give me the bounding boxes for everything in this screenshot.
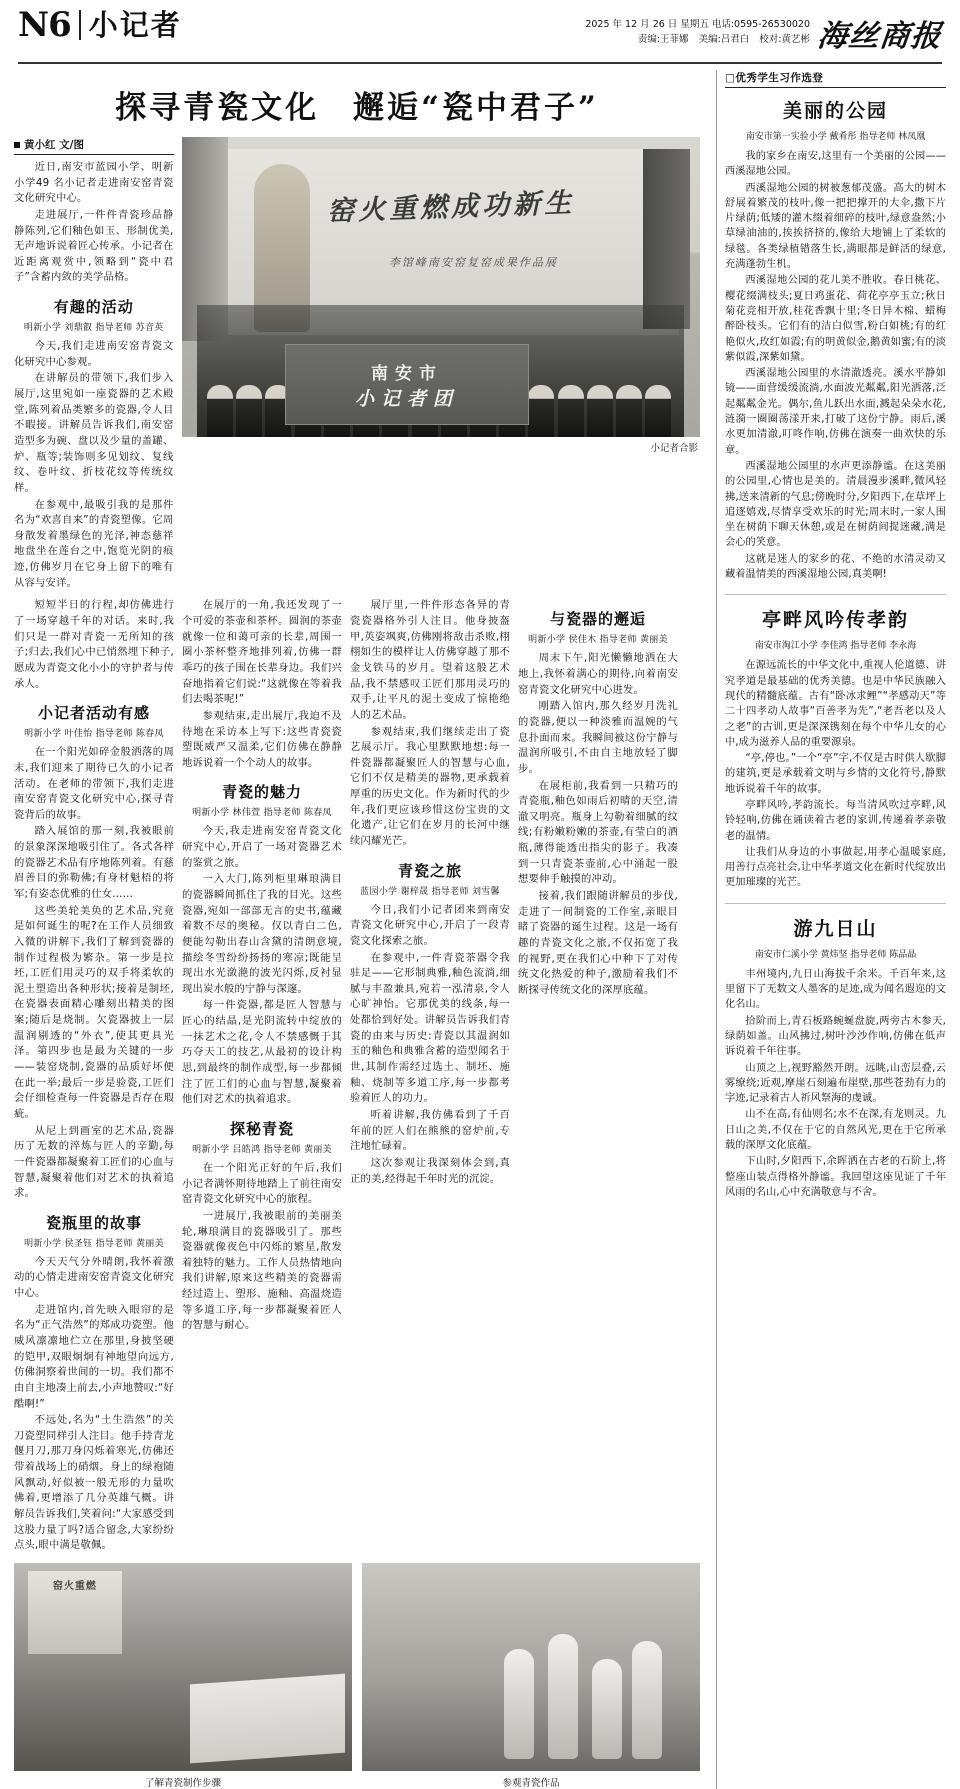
essay-paragraph: 丰州境内,九日山海拔千余米。千百年来,这里留下了无数文人墨客的足迹,成为闻名遐迩的文化名山。	[724, 968, 946, 1011]
article-grid	[14, 598, 700, 1555]
essay-paragraph: 让我们从身边的小事做起,用孝心温暖家庭,用善行点亮社会,让中华孝道文化在新时代绽放出更加璀璨的光芒。	[724, 846, 946, 889]
article-paragraph: 一入大门,陈列柜里琳琅满目的瓷器瞬间抓住了我的目光。这些瓷器,宛如一部部无言的史书,蕴藏着数不尽的奥秘。仅以青白二色,便能勾勒出春山含黛的清朗意境,描绘冬雪纷纷扬扬的寒凉;既能呈现出水光潋滟的波光闪烁,反衬显现出炭水般的宁静与深邃。	[182, 873, 342, 995]
article-paragraph: 参观结束,我们继续走出了瓷艺展示厅。我心里默默地想:每一件瓷器都凝聚匠人的智慧与心血,它们不仅是精美的器物,更承载着厚重的历史文化。作为新时代的少年,我们更应该珍惜这份宝贵的文化遗产,让它们在岁月的长河中继续闪耀光芒。	[350, 725, 510, 847]
article-paragraph: 这次参观让我深刻体会到,真正的美,经得起千年时光的沉淀。	[350, 1156, 510, 1185]
article-paragraph: 刚踏入馆内,那久经岁月洗礼的瓷器,便以一种淡雅而温婉的气息扑面而来。我瞬间被这份宁静与温润所吸引,不由自主地放轻了脚步。	[518, 700, 678, 775]
article-paragraph: 每一件瓷器,都是匠人智慧与匠心的结晶,是光阴流转中绽放的一抹艺术之花,令人不禁感慨于其巧夺天工的技艺,从最初的设计构思,到最终的制作成型,每一步都倾注了匠工们的心血与智慧,凝聚着他们对艺术的执着追求。	[182, 999, 342, 1106]
article-paragraph: 在参观中,最吸引我的是那件名为“欢喜自来”的青瓷塑像。它周身散发着墨绿色的光泽,神态慈祥地盘坐在莲台之中,饱览光阴的痕迹,仿佛岁月在它身上留下的唯有从容与安详。	[14, 498, 174, 589]
essay-paragraph: “亭,停也。”一个“亭”字,不仅是古时供人歇脚的建筑,更是承载着文明与乡情的文化符号,静默地诉说着千年的故事。	[724, 753, 946, 795]
essay-paragraph: 西溪湿地公园里的水声更添静谧。在这美丽的公园里,心情也是美的。清晨漫步溪畔,微风轻拂,送来清新的气息;傍晚时分,夕阳西下,在草坪上追逐嬉戏,尽情享受欢乐的时光;周末时,一家人围坐在树荫下聊天休憩,或是在树荫间捉迷藏,满是会心的笑意。	[724, 460, 946, 549]
page-body	[14, 70, 946, 1789]
exhibition-banner-sub: 李馆峰南安窑复窑成果作品展	[388, 256, 558, 269]
hero-photo-area	[182, 137, 700, 592]
article-byline: 明新小学 林伟萱 指导老师 陈春凤	[192, 808, 332, 819]
essay-title: 亭畔风吟传孝韵	[761, 609, 909, 632]
article-paragraph: 短短半日的行程,却仿佛进行了一场穿越千年的对话。来时,我们只是一群对青瓷一无所知的孩子;归去,我们心中已悄然埋下种子,愿成为青瓷文化小小的守护者与传承人。	[14, 599, 174, 690]
essay-byline: 南安市第一实验小学 戴肴彤 指导老师 林凤凰	[745, 132, 926, 142]
essay-divider	[725, 903, 946, 904]
essay-paragraph: 西溪湿地公园的树被葱郁茂盛。高大的树木舒展着繁茂的枝叶,像一把把撑开的大伞,撒下片片绿荫;低矮的灌木缀着细碎的枝叶,绿意盎然;小草绿油油的,挨挨挤挤的,像给大地铺上了柔软的绿毯。各类绿植错落生长,满眼都是鲜活的绿意,充满蓬勃生机。	[724, 182, 946, 271]
article-byline: 蓝园小学 谢梓晟 指导老师 刘雪馨	[360, 886, 500, 897]
bottom-photo-2	[362, 1563, 700, 1771]
flag-line-2: 小记者团	[355, 387, 460, 410]
date-line: 2025 年 12 月 26 日 星期五 电话:0595-26530020	[585, 19, 810, 31]
article-title: 青瓷之旅	[397, 861, 462, 880]
grid-column-4	[518, 598, 678, 1555]
article-title: 有趣的活动	[53, 298, 134, 317]
essay-paragraph: 在源远流长的中华文化中,重视人伦道德、讲究孝道是最基础的优秀美德。也是中华民族融入现代的精髓底蕴。古有“卧冰求鲤”“孝感动天”等二十四孝动人故事“百善孝为先”,“老吾老以及人之老”的古训,更是深深镌刻在每个中华儿女的心中,成为滋养人品的重要源泉。	[724, 660, 946, 748]
article-paragraph: 今天,我们走进南安窑青瓷文化研究中心参观。	[14, 340, 174, 368]
hero-door	[643, 149, 690, 329]
page-title: 探寻青瓷文化 邂逅“瓷中君子”	[115, 90, 599, 126]
article-paragraph: 在一个阳光如碎金般洒落的周末,我们迎来了期待已久的小记者活动。在老师的带领下,我们走进南安窑青瓷文化研究中心,探寻青瓷背后的故事。	[14, 746, 174, 821]
masthead-left	[18, 5, 182, 45]
hero-photo-caption: 小记者合影	[650, 443, 698, 454]
article-paragraph: 在展柜前,我看到一只精巧的青瓷瓶,釉色如雨后初晴的天空,清澈又明亮。瓶身上勾勒着细腻的纹线;有粉嫩粉嫩的茶壶,有莹白的酒瓶,薄得能透出指尖的影子。我凑到一只青瓷茶壶前,心中涌起一股想要伸手触摸的冲动。	[518, 779, 678, 886]
essay-byline: 南安市淘江小学 李佳鸿 指导老师 李永海	[754, 641, 917, 652]
column-1	[14, 137, 174, 592]
article-byline: 明新小学 刘鼎叡 指导老师 苏音英	[23, 323, 164, 334]
grid-column-1	[14, 598, 174, 1555]
bottom-photo-1-caption: 了解青瓷制作步骤	[144, 1777, 221, 1789]
article-paragraph: 今日,我们小记者团来到南安青瓷文化研究中心,开启了一段青瓷文化探索之旅。	[350, 903, 510, 947]
essay-paragraph: 亭畔风吟,孝韵流长。每当清风吹过亭畔,风铃轻响,仿佛在诵读着古老的家训,传递着孝亲敬老的温情。	[724, 799, 946, 842]
page-number: N6	[18, 5, 71, 45]
essay-paragraph: 西溪湿地公园里的水清澈透亮。溪水平静如镜——面营缓缓流淌,水面波光粼粼,阳光洒落,泛起粼粼金光。偶尔,鱼儿跃出水面,溅起朵朵水花,涟漪一圈圈荡漾开来,打破了这份宁静。雨后,溪水更加清澈,叮咚作响,仿佛在演奏一曲欢快的乐章。	[724, 368, 946, 456]
hero-photo	[182, 137, 700, 437]
credit-designer: 美编:吕君白	[698, 34, 750, 45]
article-paragraph: 今天,我走进南安窑青瓷文化研究中心,开启了一场对瓷器艺术的鉴赏之旅。	[182, 825, 342, 869]
grid-column-2	[182, 598, 342, 1555]
top-zone	[14, 137, 700, 592]
essay-paragraph: 这就是迷人的家乡的花、不绝的水清灵动又藏着温情美的西溪湿地公园,真美啊!	[724, 553, 946, 581]
article-title: 探秘青瓷	[229, 1119, 294, 1138]
newspaper-logo: 海丝商报	[815, 19, 944, 54]
article-paragraph: 一进展厅,我被眼前的美丽美轮,琳琅满目的瓷器吸引了。那些瓷器就像夜色中闪烁的繁星,散发着独特的魅力。工作人员热情地向我们讲解,原来这些精美的瓷器需经过造上、塑形、施釉、高温烧造等多道工序,每一步都凝聚着匠人的智慧与耐心。	[182, 1209, 342, 1332]
article-paragraph: 接着,我们跟随讲解员的步伐,走进了一间制瓷的工作室,亲眼目睹了瓷器的诞生过程。这是一场有趣的青瓷文化之旅,不仅拓宽了我的视野,更在我们心中种下了对传统文化热爱的种子,激励着我们不断探寻传统文化的深厚底蕴。	[518, 889, 678, 996]
article-paragraph: 不远处,名为“土生浩然”的关刀瓷塑同样引人注目。他手持青龙偃月刀,那刀身闪烁着寒光,仿佛还带着战场上的硝烟。身上的绿袍随风飘动,好似被一般无形的力量吹佛着,更增添了几分英雄气概。讲解员告诉我们,笑着问:“大家感受到这股力量了吗?适合留念,大家纷纷点头,眼中满是敬佩。	[14, 1414, 174, 1552]
bottom-photo-1-wrap	[14, 1563, 352, 1789]
clay-worktable	[190, 1674, 345, 1764]
article-paragraph: 在一个阳光正好的午后,我们小记者满怀期待地踏上了前往南安窑青瓷文化研究中心的旅程。	[182, 1161, 342, 1206]
lead-paragraph: 走进展厅,一件件青瓷珍品静静陈列,它们釉色如玉、形制优美,无声地诉说着匠心传承。小记者在近距离观赏中,领略到“瓷中君子”含蓄内敛的美学品格。	[14, 208, 174, 284]
article-paragraph: 参观结束,走出展厅,我迫不及待地在采访本上写下:这些青瓷瓷塑既威严又温柔,它们仿佛在静静地诉说着一个个动人的故事。	[182, 709, 342, 769]
lead-paragraph: 近日,南安市蓝园小学、明新小学49 名小记者走进南安窑青瓷文化研究中心。	[14, 161, 174, 205]
credit-editor: 责编:王菲娜	[637, 34, 689, 45]
workshop-banner	[28, 1571, 123, 1654]
article-paragraph: 展厅里,一件件形态各异的青瓷瓷器格外引人注目。他身披盔甲,英姿飒爽,仿佛刚将敌击杀败,栩栩如生的模样让人仿佛穿越了那不金戈铁马的岁月。望着这般艺术品,我不禁感叹工匠们那用灵巧的双手,让平凡的泥土变成了惊艳绝人的艺术品。	[350, 599, 510, 721]
article-paragraph: 在展厅的一角,我还发现了一个可爱的茶壶和茶杯。圆润的茶壶就像一位和蔼可亲的长辈,周围一圈小茶杯整齐地排列着,仿佛一群乖巧的孩子围在长辈身边。我们兴奋地指着它们说:“这就像在等着我们去喝茶呢!”	[182, 599, 342, 706]
masthead-divider	[79, 10, 81, 40]
essay-byline: 南安市仁溪小学 黄炜坚 指导老师 陈品晶	[754, 949, 917, 960]
bottom-photo-row	[14, 1563, 700, 1789]
essay-paragraph: 我的家乡在南安,这里有一个美丽的公园——西溪湿地公园。	[724, 151, 946, 178]
masthead-rule	[18, 62, 942, 64]
workshop-banner-text: 窑火重燃	[52, 1581, 97, 1593]
credits-line	[585, 33, 810, 48]
essay-paragraph: 拾阶而上,青石板路蜿蜒盘旋,两旁古木参天,绿荫如盖。山风拂过,树叶沙沙作响,仿佛在低声诉说着千年往事。	[724, 1015, 946, 1058]
column-divider	[716, 70, 717, 1789]
flag-line-1: 南安市	[371, 363, 444, 384]
article-paragraph: 从尼上到画室的艺术品,瓷器历了无数的淬炼与匠人的辛勤,每一件瓷器都凝聚着工匠们的心血与智慧,凝聚着他们对艺术的执着追求。	[14, 1124, 174, 1200]
essay-paragraph: 山不在高,有仙则名;水不在深,有龙则灵。九日山之美,不仅在于它的自然风光,更在于它所承载的深厚文化底蕴。	[724, 1109, 946, 1152]
article-byline: 明新小学 叶佳怡 指导老师 陈春凤	[24, 729, 164, 740]
article-paragraph: 在讲解员的带领下,我们步入展厅,这里宛如一座瓷器的艺术殿堂,陈列着品类繁多的瓷器,令人目不暇接。讲解员告诉我们,南安窑造型多为碗、盘以及少量的盖罐、炉、瓶等;装饰则多见划纹、复线纹、卷叶纹、折枝花纹等传统纹样。	[14, 372, 174, 494]
bottom-photo-2-caption: 参观青瓷作品	[502, 1777, 560, 1789]
bottom-photo-2-wrap	[362, 1563, 700, 1789]
bottom-photo-1	[14, 1563, 352, 1771]
essay-2	[725, 605, 946, 890]
essay-divider	[725, 594, 946, 595]
credit-proofreader: 校对:黄艺彬	[759, 34, 810, 45]
essay-paragraph: 山顶之上,视野豁然开朗。远眺,山峦层叠,云雾缭绕;近观,摩崖石刻遍布崖壁,那些苍劲有力的字迹,记录着古人祈风祭海的虔诚。	[724, 1062, 946, 1105]
article-title: 青瓷的魅力	[221, 783, 302, 802]
article-byline: 明新小学 吕皓鸿 指导老师 黄丽美	[192, 1144, 332, 1155]
masthead-right	[585, 8, 942, 55]
essay-title: 美丽的公园	[782, 100, 888, 122]
essay-title: 游九日山	[793, 917, 878, 940]
article-title: 瓷瓶里的故事	[45, 1213, 142, 1232]
group-banner-flag	[285, 344, 529, 425]
masthead-meta	[585, 18, 810, 47]
article-paragraph: 在参观中,一件青瓷茶器令我驻足——它形制典雅,釉色流淌,细腻与丰盈兼具,宛若一泓清泉,令人心旷神怡。它那优美的线条,每一处都恰到好处。讲解员告诉我们青瓷的由来与历史:青瓷以其温润如玉的釉色和典雅含蓄的造型闻名于世,其制作需经过选土、制坯、施釉、烧制等多道工序,每一步都考验着匠人的功力。	[350, 951, 510, 1105]
article-paragraph: 走进馆内,首先映入眼帘的是名为“正气浩然”的郑成功瓷塑。他威风凛凛地伫立在那里,身披坚硬的铠甲,双眼炯炯有神地望向远方,仿佛洞察着世间的一切。我们都不由自主地凑上前去,小声地赞叹:“好酷啊!”	[14, 1303, 174, 1410]
essay-paragraph: 西溪湿地公园的花儿美不胜收。春日桃花、樱花缀满枝头;夏日鸡蛋花、荷花亭亭玉立;秋日菊花竞相开放,桂花香飘十里;冬日异木棉、蜡梅醉卧枝头。它们有的洁白似雪,粉白如桃;有的红艳似火,玫红如霞;有的明黄似金,鹅黄如蜜;有的淡紫似霞,深紫如黛。	[724, 275, 946, 363]
article-paragraph: 踏入展馆的那一刻,我被眼前的景象深深地吸引住了。各式各样的瓷器艺术品有序地陈列着。有慈眉善目的弥勒佛;有身材魁梧的将军;有姿态优雅的仕女……	[14, 825, 174, 900]
article-byline: 明新小学 侯佳木 指导老师 黄丽美	[528, 635, 668, 646]
student-essays-column	[725, 70, 946, 1789]
bullet-square-icon	[14, 142, 20, 148]
essay-paragraph: 下山时,夕阳西下,余晖洒在古老的石阶上,将整座山装点得格外静谧。我回望这座见证了千年风雨的名山,心中充满敬意与不舍。	[724, 1156, 946, 1198]
article-byline: 明新小学 侯圣钰 指导老师 黄丽美	[24, 1238, 164, 1249]
exhibition-banner-main: 窑火重燃成功新生	[326, 187, 576, 228]
article-paragraph: 周末下午,阳光懒懒地洒在大地上,我怀着满心的期待,向着南安窑青瓷文化研究中心进发。	[518, 652, 678, 696]
section-name: 小记者	[88, 7, 182, 42]
article-paragraph: 听着讲解,我仿佛看到了千百年前的匠人们在熊熊的窑炉前,专注地忙碌着。	[350, 1108, 510, 1153]
essay-3	[725, 914, 946, 1200]
masthead	[14, 0, 946, 59]
grid-column-3	[350, 598, 510, 1555]
article-paragraph: 今天天气分外晴朗,我怀着激动的心情走进南安窑青瓷文化研究中心。	[14, 1255, 174, 1300]
article-title: 小记者活动有感	[37, 704, 150, 723]
lead-byline-text: 黄小红 文/图	[24, 139, 84, 151]
article-title: 与瓷器的邂逅	[549, 610, 646, 629]
feature-block	[14, 70, 708, 1789]
article-paragraph: 这些美轮美奂的艺术品,究竟是如何诞生的呢?在工作人员细致入微的讲解下,我们了解到瓷器的制作过程极为繁杂。第一步是拉坯,工匠们用灵巧的双手将柔软的泥土塑造出各种形状;接着是制坯,在瓷器表面精心雕刻出精美的图案;随后是烧制。欠瓷器披上一层温润剔透的“外衣”,使其更具光泽。第四步也是最为关键的一步——装窑烧制,瓷器的品质好坏便在此一举;最后一步是验瓷,工匠们会仔细检查每一件瓷器是否存在瑕疵。	[14, 904, 174, 1120]
lead-byline	[14, 137, 174, 155]
essay-1	[725, 96, 946, 582]
section-label: □优秀学生习作选登	[725, 70, 946, 88]
